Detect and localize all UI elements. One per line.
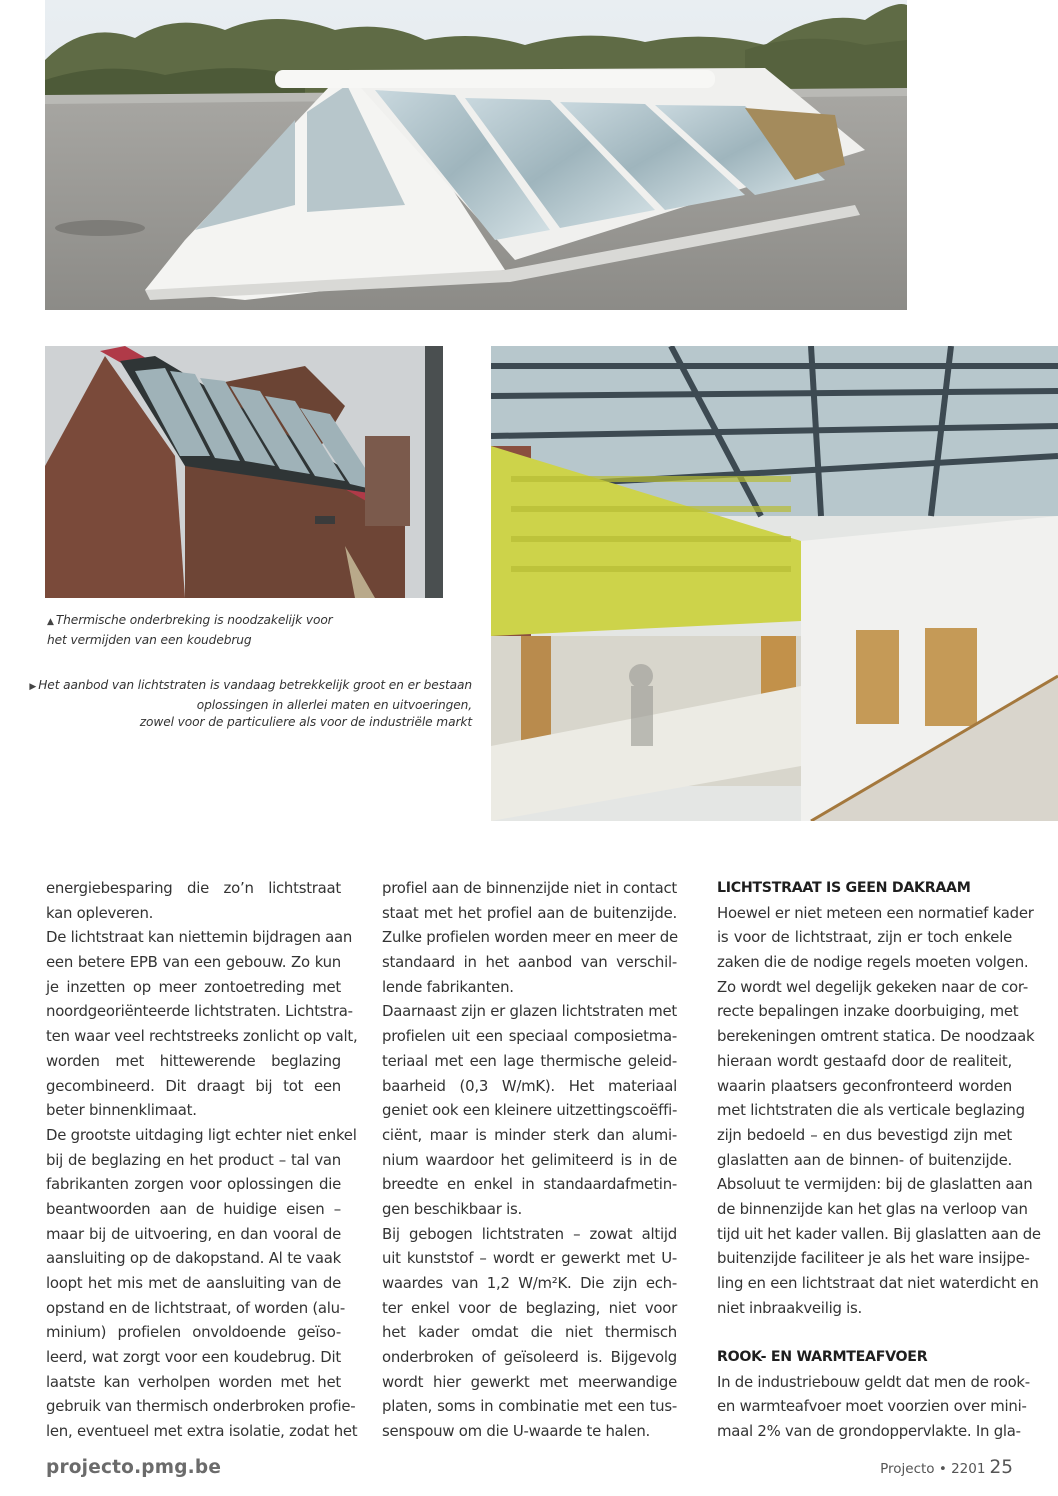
- text-line: baarheid (0,3 W/mK). Het materiaal: [382, 1076, 677, 1095]
- text-line: Daarnaast zijn er glazen lichtstraten met: [382, 1002, 677, 1021]
- paragraph-gap: [717, 1320, 1012, 1345]
- text-line: maar bij de uitvoering, en dan vooral de: [46, 1224, 341, 1243]
- text-line: laatste kan verholpen worden met het: [46, 1372, 341, 1391]
- photo-brick-house-skylight: [45, 346, 443, 598]
- text-line: beantwoorden aan de huidige eisen –: [46, 1199, 341, 1218]
- issue-label: Projecto • 2201: [880, 1461, 986, 1477]
- caption-line: Thermische onderbreking is noodzakelijk voor: [55, 613, 333, 627]
- text-line: fabrikanten zorgen voor oplossingen die: [46, 1175, 341, 1194]
- text-line: ter enkel voor de beglazing, niet voor: [382, 1298, 677, 1317]
- triangle-right-icon: ▶: [29, 682, 37, 692]
- text-line: en warmteafvoer moet voorzien over mini-: [717, 1397, 1027, 1416]
- text-line: maal 2% van de grondoppervlakte. In gla-: [717, 1422, 1021, 1441]
- section-heading-rook: ROOK- EN WARMTEAFVOER: [717, 1349, 928, 1366]
- text-line: tijd uit het kader vallen. Bij glaslatten aan de: [717, 1224, 1041, 1243]
- text-line: profielen uit een speciaal composietma-: [382, 1027, 677, 1046]
- text-line: staat met het profiel aan de buitenzijde.: [382, 903, 677, 922]
- photo-skylight-roof: [45, 0, 907, 310]
- text-line: beter binnenklimaat.: [46, 1101, 197, 1120]
- text-line: ling en een lichtstraat dat niet waterdicht en: [717, 1274, 1039, 1292]
- text-line: waarin plaatsers geconfronteerd worden: [717, 1076, 1012, 1095]
- text-line: teriaal met een lage thermische geleid-: [382, 1051, 677, 1070]
- text-line: glaslatten aan de binnen- of buitenzijde.: [717, 1150, 1012, 1169]
- text-line: minium) profielen onvoldoende geïso-: [46, 1323, 341, 1342]
- text-line: senspouw om die U-waarde te halen.: [382, 1422, 651, 1441]
- text-line: Absoluut te vermijden: bij de glaslatten aan: [717, 1175, 1033, 1194]
- text-line: met lichtstraten die als verticale beglazing: [717, 1101, 1025, 1120]
- text-line: Zulke profielen worden meer en meer de: [382, 928, 678, 947]
- text-line: ten waar veel rechtstreeks zonlicht op valt,: [46, 1027, 358, 1046]
- text-line: In de industriebouw geldt dat men de rook-: [717, 1372, 1030, 1391]
- text-line: De lichtstraat kan niettemin bijdragen aan: [46, 928, 353, 947]
- text-line: hieraan wordt gestaafd door de realiteit,: [717, 1051, 1012, 1070]
- text-line: lende fabrikanten.: [382, 977, 514, 996]
- text-line: opstand en de lichtstraat, of worden (alu-: [46, 1298, 345, 1317]
- text-line: de binnenzijde kan het glas na verloop van: [717, 1199, 1028, 1218]
- text-line: is voor de lichtstraat, zijn er toch enkele: [717, 928, 1012, 947]
- text-line: platen, soms in combinatie met een tus-: [382, 1397, 677, 1416]
- text-line: loopt het mis met de aansluiting van de: [46, 1274, 341, 1292]
- text-line: zijn bedoeld – en dus bevestigd zijn met: [717, 1125, 1012, 1144]
- text-line: worden met hittewerende beglazing: [46, 1051, 341, 1070]
- page-number: 25: [989, 1457, 1013, 1478]
- text-line: leerd, wat zorgt voor een koudebrug. Dit: [46, 1348, 341, 1367]
- text-line: onderbroken of geïsoleerd is. Bijgevolg: [382, 1348, 677, 1367]
- text-line: je inzetten op meer zontoetreding met: [46, 977, 341, 996]
- text-column-2: [382, 876, 677, 1444]
- text-column-1: [46, 876, 358, 1444]
- text-line: ciënt, maar is minder sterk dan alumi-: [382, 1125, 677, 1144]
- text-line: Bij gebogen lichtstraten – zowat altijd: [382, 1224, 677, 1243]
- text-line: waardes van 1,2 W/m²K. Die zijn ech-: [382, 1274, 677, 1292]
- caption-line: oplossingen in allerlei maten en uitvoeringen,: [196, 697, 472, 712]
- section-heading-lichtstraat: LICHTSTRAAT IS GEEN DAKRAAM: [717, 880, 971, 896]
- text-line: recte bepalingen inzake doorbuiging, met: [717, 1002, 1019, 1021]
- caption-line: het vermijden van een koudebrug: [47, 632, 252, 647]
- text-line: profiel aan de binnenzijde niet in contact: [382, 879, 677, 897]
- text-line: bij de beglazing en het product – tal van: [46, 1150, 341, 1169]
- text-line: wordt hier gewerkt met meerwandige: [382, 1372, 677, 1391]
- text-line: het kader omdat die niet thermisch: [382, 1323, 677, 1342]
- text-line: zaken die de nodige regels moeten volgen.: [717, 953, 1029, 972]
- text-line: standaard in het aanbod van verschil-: [382, 953, 677, 972]
- footer-issue: [880, 1457, 1013, 1478]
- caption-line: Het aanbod van lichtstraten is vandaag betrekkelijk groot en er bestaan: [38, 678, 472, 692]
- text-line: kan opleveren.: [46, 903, 154, 922]
- caption-offer: [29, 677, 472, 732]
- triangle-up-icon: ▲: [47, 617, 54, 627]
- text-line: geniet ook een kleinere uitzettingscoëffi-: [382, 1101, 678, 1120]
- text-line: uit kunststof – wordt er gewerkt met U-: [382, 1249, 677, 1268]
- text-line: aansluiting op de dakopstand. Al te vaak: [46, 1249, 341, 1268]
- text-line: buitenzijde faciliteer je als het ware insijpe-: [717, 1249, 1030, 1268]
- text-line: nium waardoor het gelimiteerd is in de: [382, 1150, 677, 1169]
- text-line: De grootste uitdaging ligt echter niet enkel: [46, 1125, 357, 1144]
- text-line: Hoewel er niet meteen een normatief kader: [717, 903, 1034, 922]
- photo-atrium-glass-roof: [491, 346, 1058, 821]
- footer-website[interactable]: projecto.pmg.be: [46, 1457, 222, 1478]
- text-line: breedte en enkel in standaardafmetin-: [382, 1175, 677, 1194]
- text-line: energiebesparing die zo’n lichtstraat: [46, 879, 341, 897]
- text-line: len, eventueel met extra isolatie, zodat het: [46, 1422, 358, 1441]
- caption-line: zowel voor de particuliere als voor de industriële markt: [139, 715, 472, 730]
- text-line: noordgeoriënteerde lichtstraten. Lichtstra-: [46, 1002, 353, 1021]
- text-line: niet inbraakveilig is.: [717, 1298, 863, 1317]
- text-line: gen beschikbaar is.: [382, 1199, 522, 1218]
- caption-thermal-break: [47, 612, 333, 649]
- text-line: berekeningen omtrent statica. De noodzaak: [717, 1027, 1035, 1046]
- text-column-3: [717, 876, 1041, 1444]
- text-line: Zo wordt wel degelijk gekeken naar de cor-: [717, 977, 1028, 996]
- text-line: gecombineerd. Dit draagt bij tot een: [46, 1076, 341, 1095]
- text-line: een betere EPB van een gebouw. Zo kun: [46, 953, 341, 972]
- text-line: gebruik van thermisch onderbroken profie-: [46, 1397, 356, 1416]
